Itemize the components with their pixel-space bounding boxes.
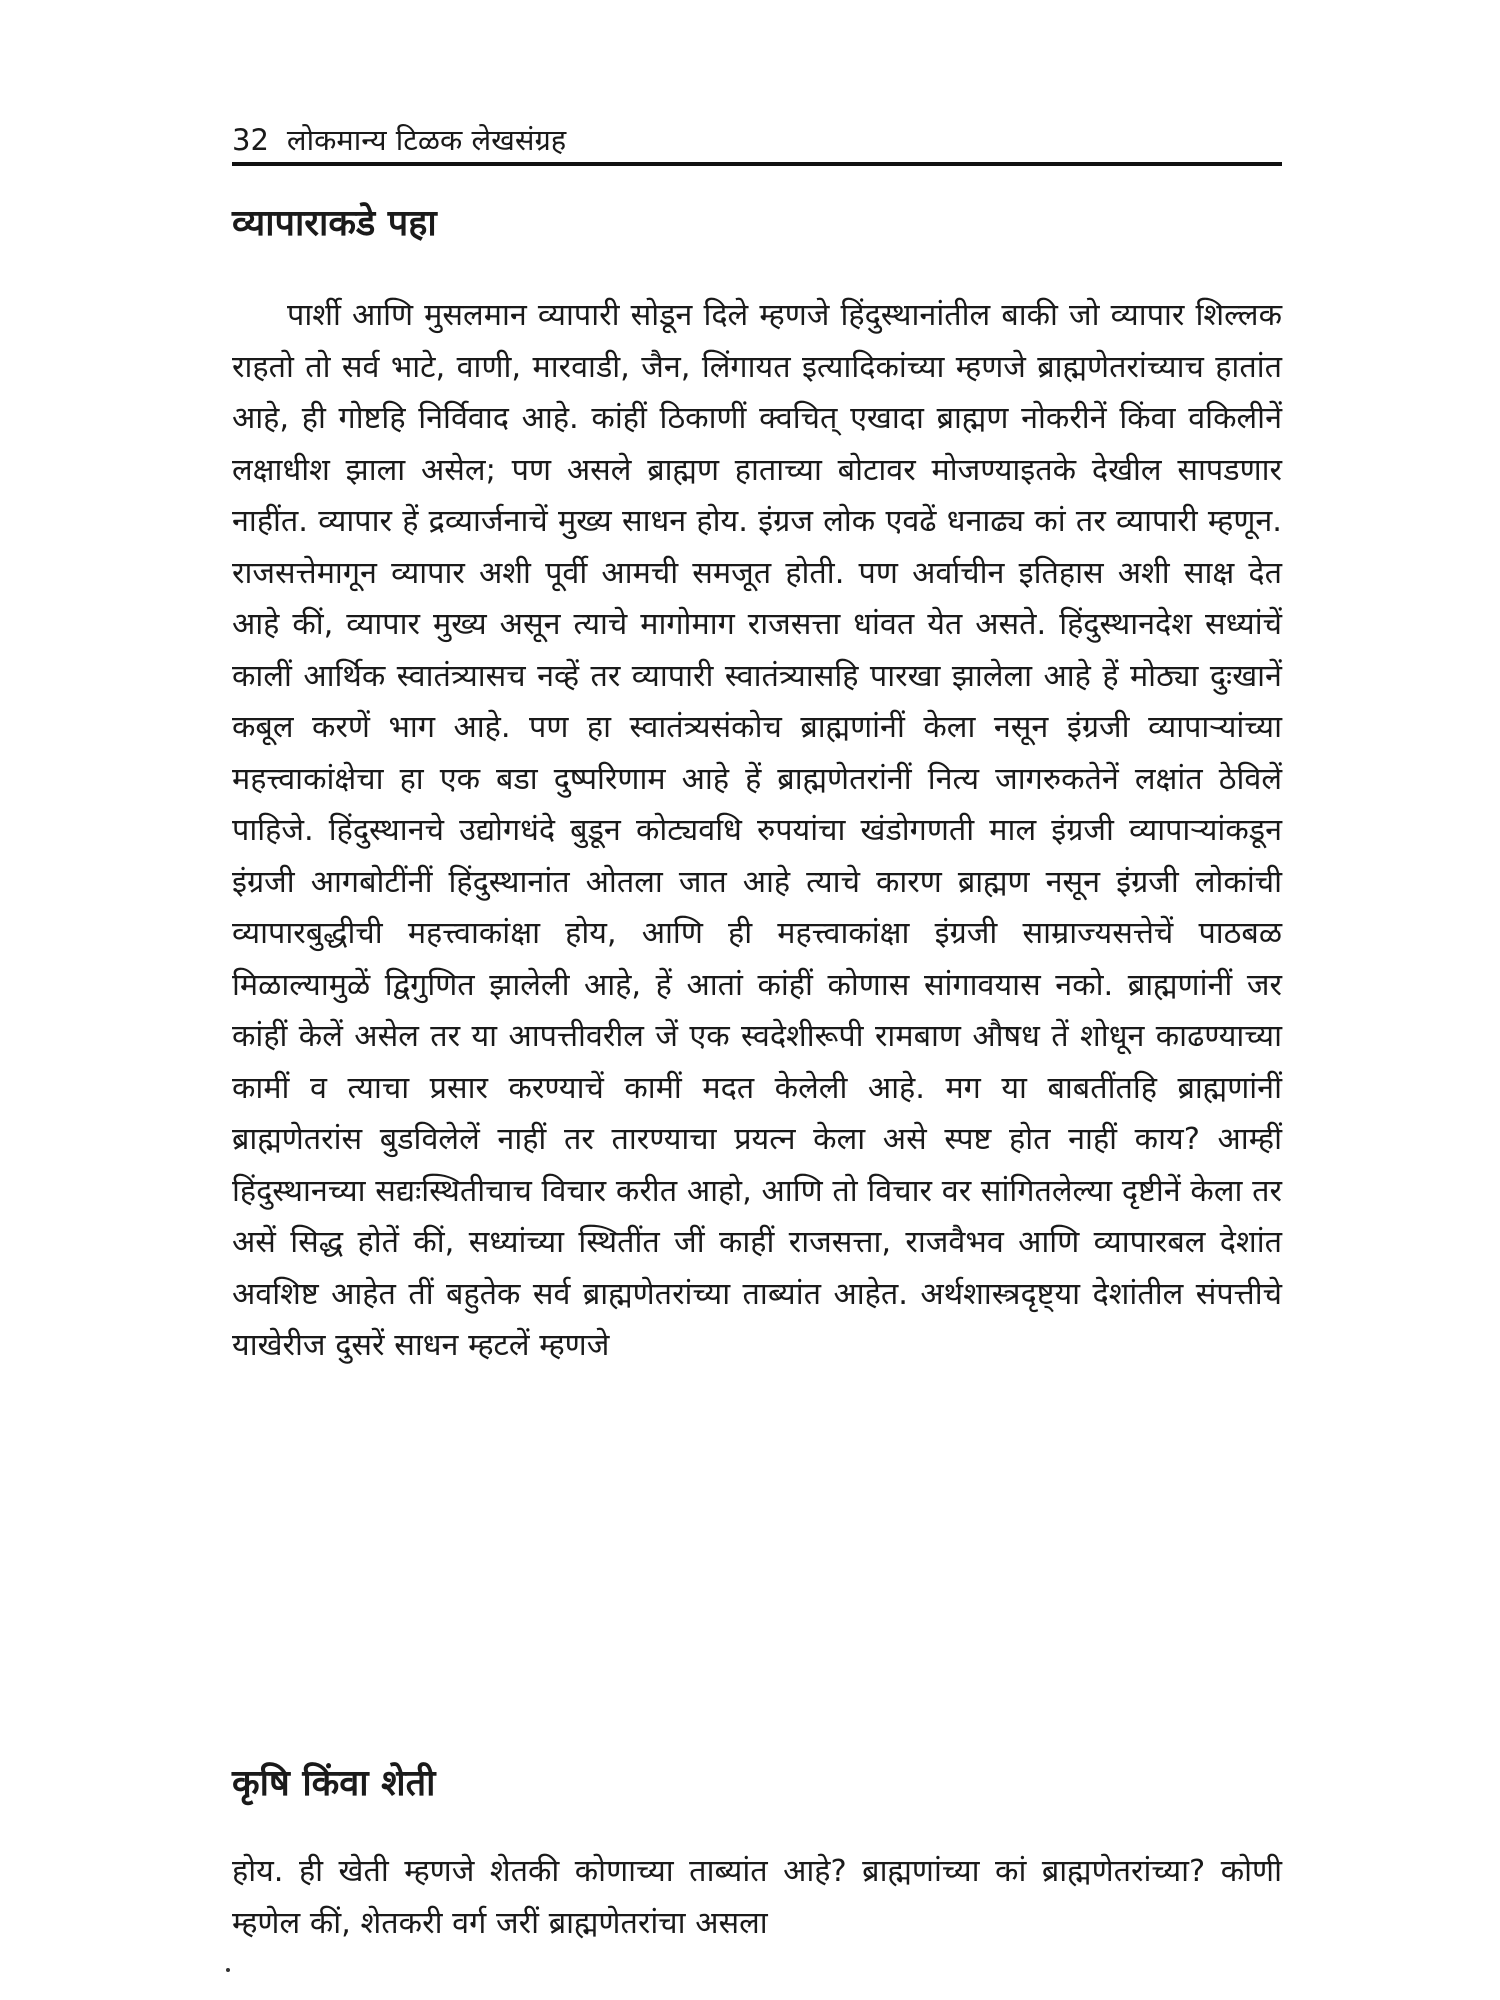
scan-speck [226,1968,230,1972]
body-paragraph-trade: पार्शी आणि मुसलमान व्यापारी सोडून दिले म्हणजे हिंदुस्थानांतील बाकी जो व्यापार शिल्लक राहतो तो सर्व भाटे, वाणी, मारवाडी, जैन, लिंगायत इत्यादिकांच्या म्हणजे ब्राह्मणेतरांच्याच हातांत आहे, ही गोष्टहि निर्विवाद आहे. कांहीं ठिकाणीं क्वचित् एखादा ब्राह्मण नोकरीनें किंवा वकिलीनें लक्षाधीश झाला असेल; पण असले ब्राह्मण हाताच्या बोटावर मोजण्याइतके देखील सापडणार नाहींत. व्यापार हें द्रव्यार्जनाचें मुख्य साधन होय. इंग्रज लोक एवढें धनाढ्य कां तर व्यापारी म्हणून. राजसत्तेमागून व्यापार अशी पूर्वी आमची समजूत होती. पण अर्वाचीन इतिहास अशी साक्ष देत आहे कीं, व्यापार मुख्य असून त्याचे मागोमाग राजसत्ता धांवत येत असते. हिंदुस्थानदेश सध्यांचें कालीं आर्थिक स्वातंत्र्यासच नव्हें तर व्यापारी स्वातंत्र्यासहि पारखा झालेला आहे हें मोठ्या दुःखानें कबूल करणें भाग आहे. पण हा स्वातंत्र्यसंकोच ब्राह्मणांनीं केला नसून इंग्रजी व्यापाऱ्यांच्या महत्त्वाकांक्षेचा हा एक बडा दुष्परिणाम आहे हें ब्राह्मणेतरांनीं नित्य जागरुकतेनें लक्षांत ठेविलें पाहिजे. हिंदुस्थानचे उद्योगधंदे बुडून कोट्यवधि रुपयांचा खंडोगणती माल इंग्रजी व्यापाऱ्यांकडून इंग्रजी आगबोटींनीं हिंदुस्थानांत ओतला जात आहे त्याचे कारण ब्राह्मण नसून इंग्रजी लोकांची व्यापारबुद्धीची महत्त्वाकांक्षा होय, आणि ही महत्त्वाकांक्षा इंग्रजी साम्राज्यसत्तेचें पाठबळ मिळाल्यामुळें द्विगुणित झालेली आहे, हें आतां कांहीं कोणास सांगावयास नको. ब्राह्मणांनीं जर कांहीं केलें असेल तर या आपत्तीवरील जें एक स्वदेशीरूपी रामबाण औषध तें शोधून काढण्याच्या कामीं व त्याचा प्रसार करण्याचें कामीं मदत केलेली आहे. मग या बाबतींतहि ब्राह्मणांनीं ब्राह्मणेतरांस बुडविलेलें नाहीं तर तारण्याचा प्रयत्न केला असे स्पष्ट होत नाहीं काय? आम्हीं हिंदुस्थानच्या सद्यःस्थितीचाच विचार करीत आहो, आणि तो विचार वर सांगितलेल्या दृष्टीनें केला तर असें सिद्ध होतें कीं, सध्यांच्या स्थितींत जीं काहीं राजसत्ता, राजवैभव आणि व्यापारबल देशांत अवशिष्ट आहेत तीं बहुतेक सर्व ब्राह्मणेतरांच्या ताब्यांत आहेत. अर्थशास्त्रदृष्ट्या देशांतील संपत्तीचे याखेरीज दुसरें साधन म्हटलें म्हणजे [232,298,1282,1363]
running-header [232,100,1282,160]
page-number: 32 [232,123,269,157]
book-title: लोकमान्य टिळक लेखसंग्रह [286,123,567,157]
header-divider [232,162,1282,166]
section-heading-agriculture: कृषि किंवा शेती [232,1763,436,1804]
body-paragraph-agriculture: होय. ही खेती म्हणजे शेतकी कोणाच्या ताब्यांत आहे? ब्राह्मणांच्या कां ब्राह्मणेतरांच्या? कोणी म्हणेल कीं, शेतकरी वर्ग जरीं ब्राह्मणेतरांचा असला [232,1854,1282,1941]
section-heading-trade: व्यापाराकडे पहा [232,203,437,244]
